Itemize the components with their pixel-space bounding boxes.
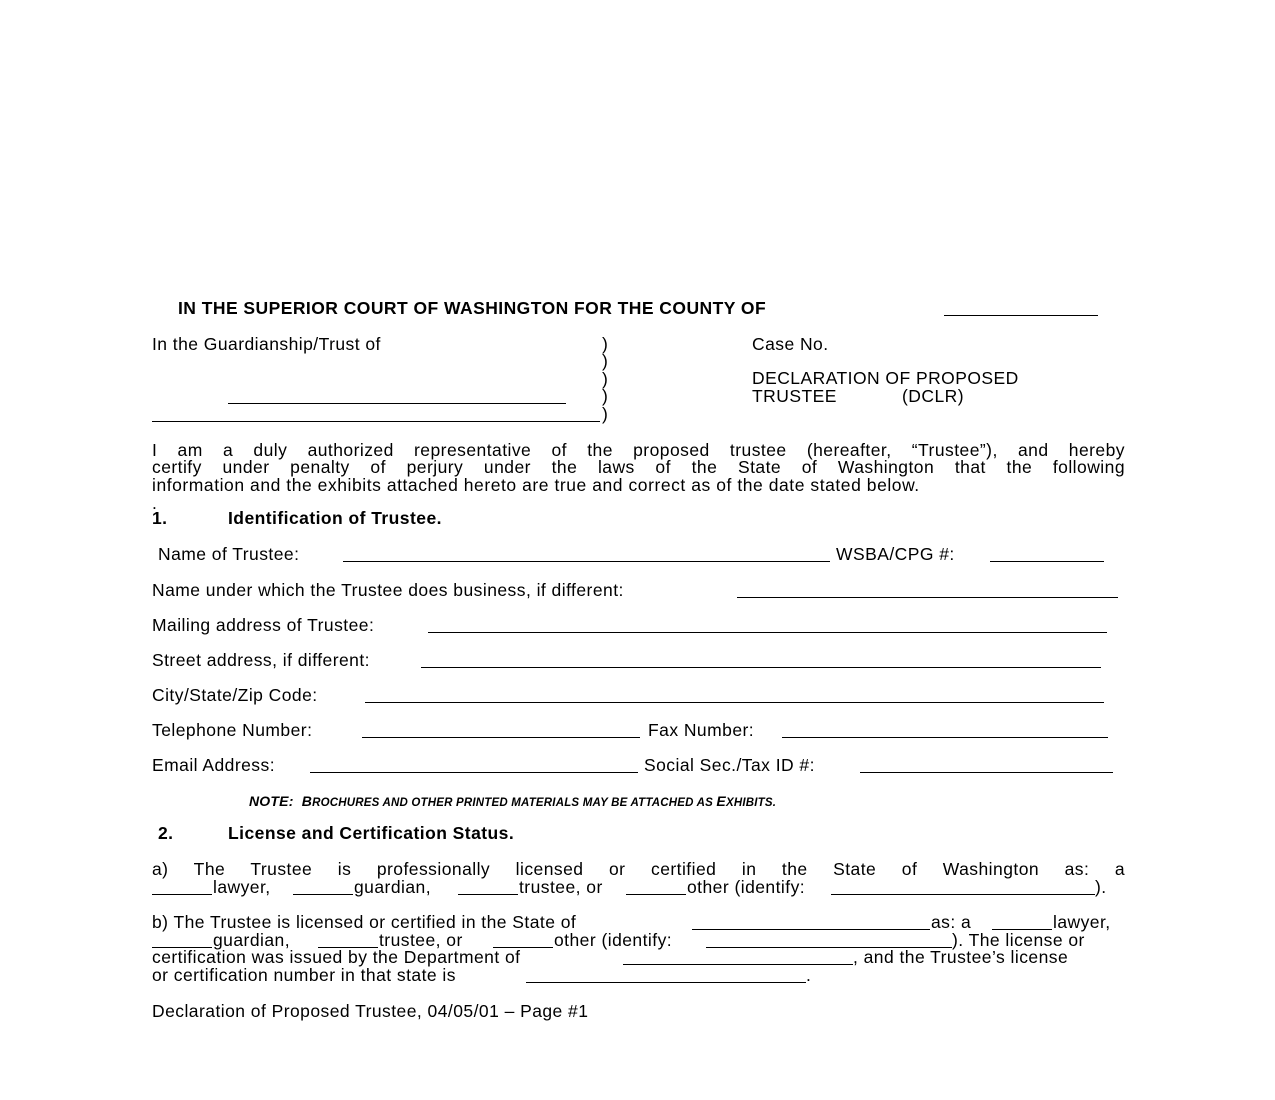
case-no-label: Case No. bbox=[752, 334, 829, 354]
trustee-label: trustee, or bbox=[379, 930, 463, 950]
other-label: other (identify: bbox=[554, 930, 673, 950]
lawyer-check-blank[interactable] bbox=[992, 914, 1052, 930]
paren: ) bbox=[602, 404, 609, 424]
intro-line: information and the exhibits attached hereto are true and correct as of the date stated below. bbox=[152, 475, 920, 495]
telephone-field[interactable] bbox=[362, 722, 640, 738]
business-name-label: Name under which the Trustee does business, if different: bbox=[152, 580, 624, 600]
paren: ) bbox=[602, 334, 609, 354]
telephone-label: Telephone Number: bbox=[152, 720, 313, 740]
mailing-address-label: Mailing address of Trustee: bbox=[152, 615, 375, 635]
stray-dot: . bbox=[152, 493, 158, 513]
doc-title-line1: DECLARATION OF PROPOSED bbox=[752, 368, 1019, 388]
guardian-check-blank[interactable] bbox=[293, 879, 353, 895]
section-number: 2. bbox=[158, 823, 174, 843]
para-a-line: a) The Trustee is professionally licensed or certified in the State of Washington as: a bbox=[152, 859, 1125, 879]
fax-field[interactable] bbox=[782, 722, 1108, 738]
lawyer-label: lawyer, bbox=[213, 877, 271, 897]
tax-id-field[interactable] bbox=[860, 757, 1113, 773]
court-title: IN THE SUPERIOR COURT OF WASHINGTON FOR THE COUNTY OF bbox=[178, 298, 767, 318]
para-b-text: ). The license or bbox=[952, 930, 1085, 950]
paren: ) bbox=[602, 386, 609, 406]
punct: . bbox=[806, 965, 812, 985]
other-check-blank[interactable] bbox=[493, 932, 553, 948]
guardian-label: guardian, bbox=[354, 877, 432, 897]
para-b-text: as: a bbox=[931, 912, 972, 932]
business-name-field[interactable] bbox=[737, 582, 1118, 598]
name-label: Name of Trustee: bbox=[158, 544, 300, 564]
note-text: XHIBITS. bbox=[725, 797, 777, 809]
intro-line: certify under penalty of perjury under the laws of the State of Washington that the following bbox=[152, 457, 1125, 477]
note-text: B bbox=[301, 793, 313, 809]
city-state-zip-field[interactable] bbox=[365, 687, 1104, 703]
guardianship-label: In the Guardianship/Trust of bbox=[152, 334, 381, 354]
ward-name-blank-2[interactable] bbox=[152, 406, 600, 422]
guardian-label: guardian, bbox=[213, 930, 291, 950]
doc-title-line2: TRUSTEE bbox=[752, 386, 837, 406]
intro-line: I am a duly authorized representative of the proposed trustee (hereafter, “Trustee”), and hereby bbox=[152, 440, 1125, 460]
wsba-field[interactable] bbox=[990, 546, 1104, 562]
name-field[interactable] bbox=[343, 546, 830, 562]
street-address-field[interactable] bbox=[421, 652, 1101, 668]
trustee-label: trustee, or bbox=[519, 877, 603, 897]
other-label: other (identify: bbox=[687, 877, 806, 897]
state-field[interactable] bbox=[692, 914, 930, 930]
lawyer-check-blank[interactable] bbox=[152, 879, 212, 895]
county-blank[interactable] bbox=[944, 300, 1098, 316]
paren: ) bbox=[602, 369, 609, 389]
trustee-check-blank[interactable] bbox=[458, 879, 518, 895]
tax-id-label: Social Sec./Tax ID #: bbox=[644, 755, 815, 775]
note-text: E bbox=[716, 793, 726, 809]
guardian-check-blank[interactable] bbox=[152, 932, 212, 948]
punct: ). bbox=[1095, 877, 1107, 897]
paren: ) bbox=[602, 351, 609, 371]
email-label: Email Address: bbox=[152, 755, 276, 775]
para-b-text: certification was issued by the Department of bbox=[152, 947, 521, 967]
license-number-field[interactable] bbox=[526, 967, 806, 983]
note-text: ROCHURES AND OTHER PRINTED MATERIALS MAY BE ATTACHED AS bbox=[312, 797, 717, 809]
wsba-label: WSBA/CPG #: bbox=[836, 544, 955, 564]
page-footer: Declaration of Proposed Trustee, 04/05/01 – Page #1 bbox=[152, 1001, 589, 1021]
other-identify-field[interactable] bbox=[706, 932, 952, 948]
doc-code: (DCLR) bbox=[902, 386, 965, 406]
street-address-label: Street address, if different: bbox=[152, 650, 370, 670]
ward-name-blank[interactable] bbox=[228, 388, 566, 404]
note-label: NOTE: bbox=[249, 793, 294, 809]
city-state-zip-label: City/State/Zip Code: bbox=[152, 685, 318, 705]
department-field[interactable] bbox=[623, 949, 853, 965]
exhibits-note bbox=[249, 792, 776, 812]
email-field[interactable] bbox=[310, 757, 638, 773]
mailing-address-field[interactable] bbox=[428, 617, 1107, 633]
section-number: 1. bbox=[152, 508, 168, 528]
section-title: License and Certification Status. bbox=[228, 823, 515, 843]
trustee-check-blank[interactable] bbox=[318, 932, 378, 948]
para-b-text: or certification number in that state is bbox=[152, 965, 456, 985]
fax-label: Fax Number: bbox=[648, 720, 755, 740]
para-b-text: , and the Trustee’s license bbox=[853, 947, 1069, 967]
section-title: Identification of Trustee. bbox=[228, 508, 442, 528]
lawyer-label: lawyer, bbox=[1053, 912, 1111, 932]
other-identify-field[interactable] bbox=[831, 879, 1095, 895]
other-check-blank[interactable] bbox=[626, 879, 686, 895]
para-b-text: b) The Trustee is licensed or certified in the State of bbox=[152, 912, 577, 932]
